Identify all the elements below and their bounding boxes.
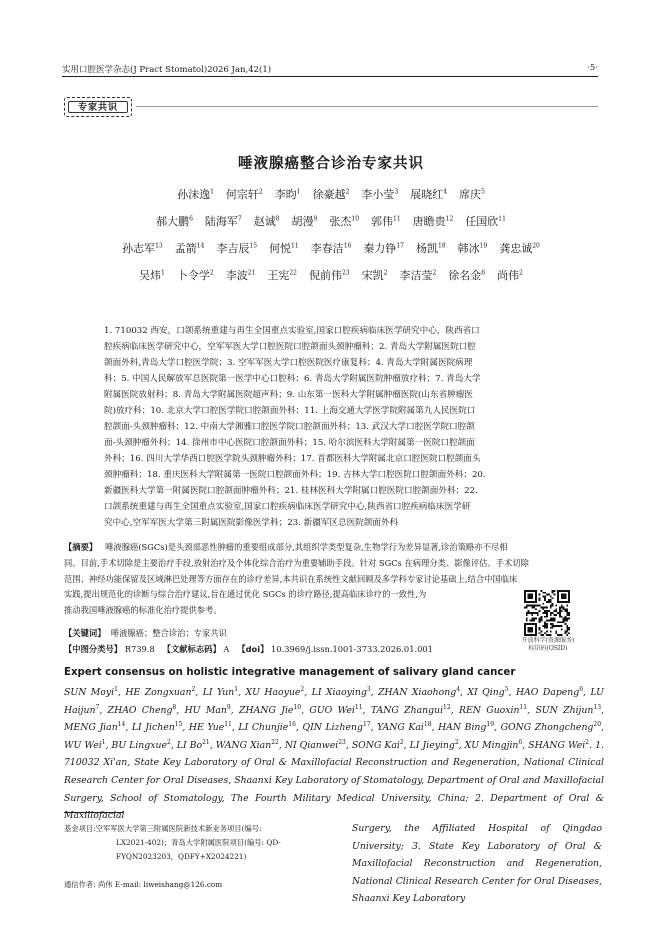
keywords-tag: 【关键词】 — [64, 628, 106, 638]
author-name-cn: 陆海军$^7$ — [204, 215, 242, 228]
badge-divider — [136, 106, 598, 107]
classification-line: 【中图分类号】 R739.8 【文献标志码】 A 【doi】 10.3969/j.issn.1001-3733.2026.01.001 — [64, 644, 433, 654]
author-name-en: REN Guoxin$^{11}$ — [459, 703, 528, 716]
author-name-cn: 孙沫逸$^1$ — [177, 188, 214, 201]
author-name-cn: 李吉辰$^{15}$ — [216, 242, 258, 255]
corresponding-author: 通信作者: 尚伟 E-mail: liweishang@126.com — [64, 880, 223, 889]
author-name-cn: 李小莹$^3$ — [361, 188, 399, 201]
author-name-cn: 孟箭$^{14}$ — [174, 242, 205, 255]
keywords-text: 唾液腺癌；整合诊治；专家共识 — [110, 628, 227, 638]
page-number: ·5· — [587, 63, 598, 73]
author-name-en: YANG Kai$^{18}$ — [377, 721, 432, 734]
author-name-en: LI Yun$^1$ — [202, 685, 239, 698]
author-name-cn: 孙志军$^{13}$ — [122, 242, 163, 255]
author-name-en: WU Wei$^1$ — [64, 738, 106, 751]
doi-link[interactable]: 10.3969/j.issn.1001-3733.2026.01.001 — [271, 644, 433, 654]
footnote-divider — [64, 812, 124, 813]
author-name-en: XI Qing$^5$ — [467, 685, 509, 698]
author-name-cn: 展晓红$^4$ — [410, 188, 448, 201]
author-name-en: BU Lingxue$^2$ — [111, 738, 171, 751]
keywords — [64, 627, 227, 639]
author-row-cn — [70, 267, 592, 283]
journal-citation: 实用口腔医学杂志(J Pract Stomatol)2026 Jan,42(1) — [62, 65, 272, 75]
qr-caption: 开放科学(资源服务) 标识码(OSID) — [521, 637, 575, 652]
author-name-en: XU Haoyue$^2$ — [245, 685, 305, 698]
author-name-en: HAN Bing$^{19}$ — [438, 721, 495, 734]
author-name-en: LI Chunjie$^{16}$ — [238, 721, 296, 734]
affiliation-line-cn: 颌面外科,青岛大学口腔医学院；3. 空军军医大学口腔医院医疗康复科；4. 青岛大学附属医院病理 — [104, 358, 473, 368]
author-name-cn: 张杰$^{10}$ — [329, 215, 360, 228]
author-name-cn: 胡漫$^9$ — [291, 215, 318, 228]
author-name-en: LU Haijun$^7$ — [64, 687, 604, 716]
author-name-en: MENG Jian$^{14}$ — [64, 721, 126, 734]
author-name-en: TANG Zhangui$^{12}$ — [370, 703, 451, 716]
affiliation-line-cn: 新疆医科大学第一附属医院口腔颌面肿瘤外科；21. 桂林医科大学附属口腔医院口腔颌面外科；22. — [104, 486, 478, 496]
affiliation-line-cn: 口颌系统重建与再生全国重点实验室,国家口腔疾病临床医学研究中心,陕西省口腔疾病临床医学研 — [104, 502, 471, 512]
author-name-cn: 赵诚$^8$ — [253, 215, 280, 228]
author-list-en: SUN Moyi$^1$, HE Zongxuan$^2$, LI Yun$^1$, XU Haoyue$^2$, LI Xiaoying$^3$, ZHAN Xiaohong$^4$, XI Qing$^5$, HAO Dapeng$^6$, LU Haijun$^7$, ZHAO Cheng$^8$, HU Man$^9$, ZHANG Jie$^{10}$, GUO Wei$^{11}$, TANG Zhangui$^{12}$, REN Guoxin$^{11}$, SUN Zhijun$^{13}$, MENG Jian$^{14}$, LI Jichen$^{15}$, HE Yue$^{11}$, LI Chunjie$^{16}$, QIN Lizheng$^{17}$, YANG Kai$^{18}$, HAN Bing$^{19}$, GONG Zhongcheng$^{20}$, WU Wei$^1$, BU Lingxue$^2$, LI Bo$^{21}$, WANG Xian$^{22}$, NI Qianwei$^{23}$, SONG Kai$^2$, LI Jieying$^2$, XU Mingjin$^6$, SHANG Wei$^2$. — [64, 685, 605, 751]
author-name-cn: 何悦$^{11}$ — [269, 242, 299, 255]
affiliation-line-cn: 腔疾病临床医学研究中心，空军军医大学口腔医院口腔颌面头颈肿瘤科；2. 青岛大学附属医院口腔 — [104, 342, 476, 352]
corresponding-email[interactable]: 尚伟 E-mail: liweishang@126.com — [97, 880, 223, 889]
affiliation-line-cn: 1. 710032 西安，口颌系统重建与再生全国重点实验室,国家口腔疾病临床医学研究中心，陕西省口 — [104, 326, 480, 336]
author-name-en: LI Bo$^{21}$ — [176, 738, 210, 751]
article-title-cn: 唾液腺癌整合诊治专家共识 — [238, 156, 424, 172]
affiliation-line-cn: 腔颌面-头颈肿瘤科；12. 中南大学湘雅口腔医学院口腔颌面外科；13. 武汉大学口腔医学院口腔颌 — [104, 422, 475, 432]
author-name-cn: 尚伟$^2$ — [497, 269, 523, 282]
affiliation-line-cn: 颈肿瘤科；18. 重庆医科大学附属第一医院口腔颌面外科；19. 吉林大学口腔医院口腔颌面外科；20. — [104, 470, 486, 480]
author-name-cn: 李波$^{21}$ — [225, 269, 256, 282]
author-name-en: SHANG Wei$^2$ — [528, 738, 590, 751]
abstract-line: 【摘要】 唾液腺癌(SGCs)是头颈部恶性肿瘤的重要组成部分,其组织学类型复杂,生物学行为差异显著,诊治策略亦不尽相 — [64, 542, 508, 552]
affiliation-line-cn: 院)放疗科；10. 北京大学口腔医学院口腔颌面外科；11. 上海交通大学医学院附属第九人民医院口 — [104, 406, 476, 416]
osid-qr-code-icon[interactable] — [524, 590, 570, 636]
author-name-en: ZHAO Cheng$^8$ — [107, 703, 177, 716]
author-name-en: WANG Xian$^{22}$ — [215, 738, 279, 751]
author-name-cn: 杨凯$^{18}$ — [415, 242, 446, 255]
author-name-en: SONG Kai$^2$ — [351, 738, 404, 751]
author-name-en: LI Jieying$^2$ — [409, 738, 459, 751]
article-title-en: Expert consensus on holistic integrative management of salivary gland cancer — [64, 667, 516, 678]
author-name-en: ZHAN Xiaohong$^4$ — [378, 685, 461, 698]
author-name-cn: 席庆$^5$ — [459, 188, 485, 201]
affiliations-en-continued: Surgery, the Affiliated Hospital of Qingdao University; 3. State Key Laboratory of Oral & Maxillofacial Reconstruction and Regeneration, National Clinical Research Center for Oral Diseases, Shaanxi Key Laboratory — [352, 823, 602, 905]
abstract-line: 推动我国唾液腺癌的标准化治疗提供参考。 — [64, 605, 222, 616]
affiliation-line-cn: 外科；16. 四川大学华西口腔医学院头颈肿瘤外科；17. 首都医科大学附属北京口腔医院口腔颌面头 — [104, 454, 481, 464]
affiliation-line-cn: 科；5. 中国人民解放军总医院第一医学中心口腔科；6. 青岛大学附属医院肿瘤放疗科；7. 青岛大学 — [104, 374, 481, 384]
abstract-tag: 【摘要】 — [64, 542, 98, 552]
author-name-en: QIN Lizheng$^{17}$ — [302, 721, 371, 734]
affiliations-cn — [104, 323, 582, 531]
affiliations-en: 1. 710032 Xi'an, State Key Laboratory of Oral & Maxillofacial Reconstruction and Regeneration, National Clinical Research Center for Oral Diseases, Shaanxi Key Laboratory of Stomatology, Department of Oral and Maxillofacial Surgery, School of Stomatology, The Fourth Military Medical University, China; 2. Department of Oral & Maxillofacial — [64, 739, 604, 822]
author-name-cn: 王宪$^{22}$ — [267, 269, 297, 282]
author-name-en: LI Xiaoying$^3$ — [311, 685, 371, 698]
author-name-cn: 李春洁$^{16}$ — [310, 242, 352, 255]
section-badge-label: 专家共识 — [68, 101, 128, 113]
author-row-cn — [70, 240, 592, 256]
affiliation-line-cn: 附属医院放射科；8. 青岛大学附属医院超声科；9. 山东第一医科大学附属肿瘤医院(山东省肿瘤医 — [104, 390, 473, 400]
author-name-cn: 龚忠诚$^{20}$ — [499, 242, 540, 255]
author-name-en: HAO Dapeng$^6$ — [515, 685, 584, 698]
author-name-en: LI Jichen$^{15}$ — [131, 721, 183, 734]
author-name-cn: 倪前伟$^{23}$ — [308, 269, 350, 282]
author-name-cn: 李昀$^1$ — [274, 188, 301, 201]
author-name-cn: 徐豪越$^2$ — [312, 188, 350, 201]
running-header — [62, 63, 598, 77]
author-name-en: SUN Zhijun$^{13}$ — [535, 703, 602, 716]
author-and-affiliation-en — [64, 684, 604, 825]
author-name-cn: 唐瞻贵$^{12}$ — [412, 215, 454, 228]
author-name-cn: 宋凯$^2$ — [361, 269, 388, 282]
author-row-cn — [70, 186, 592, 202]
author-name-en: ZHANG Jie$^{10}$ — [239, 703, 302, 716]
author-name-cn: 李洁莹$^2$ — [399, 269, 437, 282]
author-name-cn: 徐名金$^6$ — [448, 269, 486, 282]
author-name-en: HE Yue$^{11}$ — [188, 721, 232, 734]
section-badge — [64, 97, 132, 117]
author-name-en: XU Mingjin$^6$ — [464, 738, 523, 751]
author-name-en: GONG Zhongcheng$^{20}$ — [500, 721, 602, 734]
abstract-cn — [64, 540, 598, 619]
author-name-cn: 任国欣$^{11}$ — [465, 215, 506, 228]
author-name-cn: 卜令学$^2$ — [176, 269, 214, 282]
author-name-cn: 韩冰$^{19}$ — [457, 242, 488, 255]
affiliation-line-cn: 究中心,空军军医大学第三附属医院影像医学科；23. 新疆军区总医院颌面外科 — [104, 518, 399, 528]
author-name-en: HU Man$^9$ — [184, 703, 231, 716]
abstract-line: 实践,提出规范化的诊断与综合治疗建议,旨在通过优化 SGCs 的诊疗路径,提高临床诊疗的一致性,为 — [64, 589, 427, 600]
author-name-en: GUO Wei$^{11}$ — [309, 703, 363, 716]
funding-note: 基金项目:空军军医大学第三附属医院新技术新业务项目(编号: LX2021-402)；青岛大学附属医院项目(编号: QD- FYQN2023203，QDFY+X2024221) — [64, 824, 281, 861]
author-name-en: SUN Moyi$^1$ — [64, 685, 118, 698]
author-name-cn: 郝大鹏$^6$ — [156, 215, 193, 228]
author-name-cn: 吴炜$^1$ — [139, 269, 165, 282]
author-name-cn: 秦力铮$^{17}$ — [363, 242, 404, 255]
abstract-line: 同。目前,手术切除是主要治疗手段,放射治疗及个体化综合治疗为重要辅助手段。针对 SGCs 在病理分类、影像评估、手术切除 — [64, 557, 529, 568]
author-row-cn — [70, 213, 592, 229]
author-name-en: NI Qianwei$^{23}$ — [284, 738, 346, 751]
author-name-en: HE Zongxuan$^2$ — [125, 685, 196, 698]
author-name-cn: 郭伟$^{11}$ — [371, 215, 401, 228]
affiliation-line-cn: 面-头颈肿瘤外科；14. 徐州市中心医院口腔颌面外科；15. 哈尔滨医科大学附属第一医院口腔颌面 — [104, 438, 475, 448]
abstract-line: 范围、神经功能保留及区域淋巴处理等方面存在的诊疗差异,本共识在系统性文献回顾及多学科专家讨论基础上,结合中国临床 — [64, 573, 518, 584]
author-name-cn: 何宗轩$^2$ — [225, 188, 263, 201]
